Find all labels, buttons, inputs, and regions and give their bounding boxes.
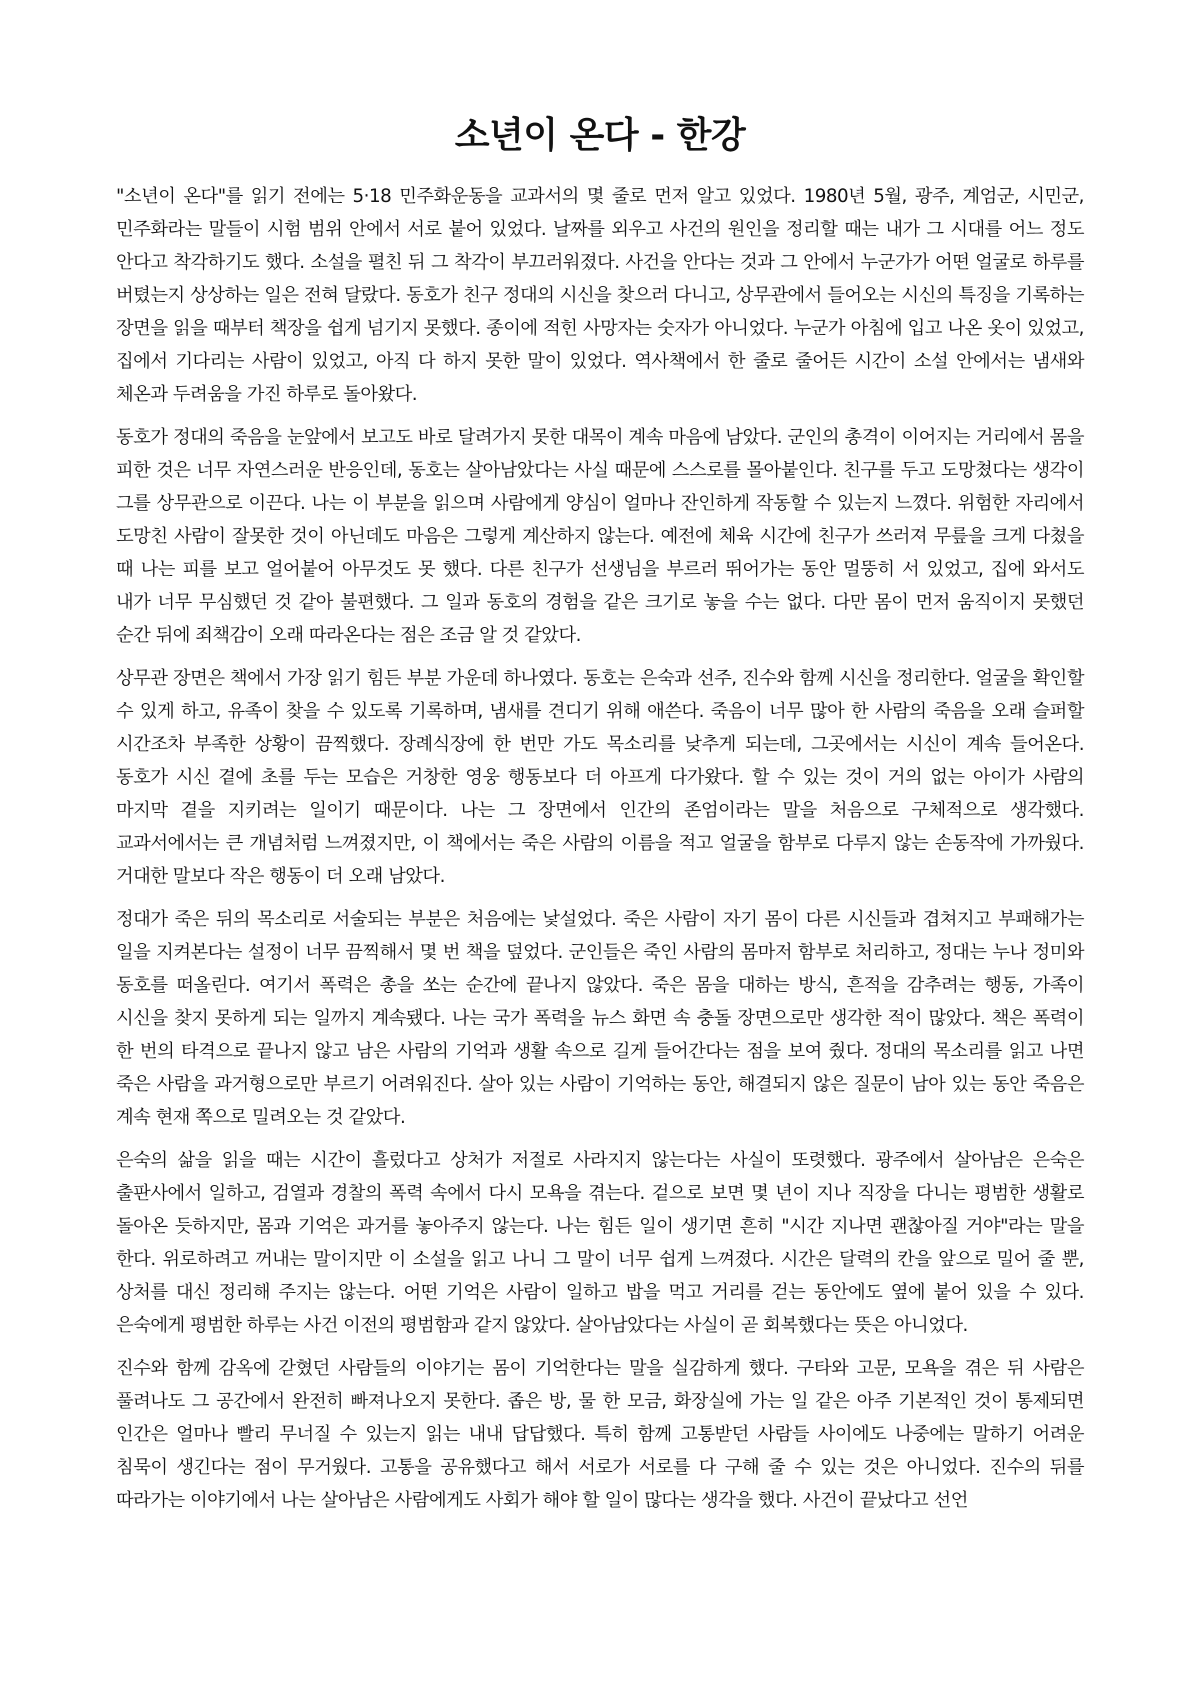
body-paragraph: 동호가 정대의 죽음을 눈앞에서 보고도 바로 달려가지 못한 대목이 계속 마음에 남았다. 군인의 총격이 이어지는 거리에서 몸을 피한 것은 너무 자연스러운 반응인데, 동호는 살아남았다는 사실 때문에 스스로를 몰아붙인다. 친구를 두고 도망쳤다는 생각이 그를 상무관으로 이끈다. 나는 이 부분을 읽으며 사람에게 양심이 얼마나 잔인하게 작동할 수 있는지 느꼈다. 위험한 자리에서 도망친 사람이 잘못한 것이 아닌데도 마음은 그렇게 계산하지 않는다. 예전에 체육 시간에 친구가 쓰러져 무릎을 크게 다쳤을 때 나는 피를 보고 얼어붙어 아무것도 못 했다. 다른 친구가 선생님을 부르러 뛰어가는 동안 멀뚱히 서 있었고, 집에 와서도 내가 너무 무심했던 것 같아 불편했다. 그 일과 동호의 경험을 같은 크기로 놓을 수는 없다. 다만 몸이 먼저 움직이지 못했던 순간 뒤에 죄책감이 오래 따라온다는 점은 조금 알 것 같았다. (116, 427, 1084, 646)
body-paragraph: "소년이 온다"를 읽기 전에는 5·18 민주화운동을 교과서의 몇 줄로 먼저 알고 있었다. 1980년 5월, 광주, 계엄군, 시민군, 민주화라는 말들이 시험 범위 안에서 서로 붙어 있었다. 날짜를 외우고 사건의 원인을 정리할 때는 내가 그 시대를 어느 정도 안다고 착각하기도 했다. 소설을 펼친 뒤 그 착각이 부끄러워졌다. 사건을 안다는 것과 그 안에서 누군가가 어떤 얼굴로 하루를 버텼는지 상상하는 일은 전혀 달랐다. 동호가 친구 정대의 시신을 찾으러 다니고, 상무관에서 들어오는 시신의 특징을 기록하는 장면을 읽을 때부터 책장을 쉽게 넘기지 못했다. 종이에 적힌 사망자는 숫자가 아니었다. 누군가 아침에 입고 나온 옷이 있었고, 집에서 기다리는 사람이 있었고, 아직 다 하지 못한 말이 있었다. 역사책에서 한 줄로 줄어든 시간이 소설 안에서는 냄새와 체온과 두려움을 가진 하루로 돌아왔다. (116, 186, 1084, 405)
body-paragraph: 진수와 함께 감옥에 갇혔던 사람들의 이야기는 몸이 기억한다는 말을 실감하게 했다. 구타와 고문, 모욕을 겪은 뒤 사람은 풀려나도 그 공간에서 완전히 빠져나오지 못한다. 좁은 방, 물 한 모금, 화장실에 가는 일 같은 아주 기본적인 것이 통제되면 인간은 얼마나 빨리 무너질 수 있는지 읽는 내내 답답했다. 특히 함께 고통받던 사람들 사이에도 나중에는 말하기 어려운 침묵이 생긴다는 점이 무거웠다. 고통을 공유했다고 해서 서로가 서로를 다 구해 줄 수 있는 것은 아니었다. 진수의 뒤를 따라가는 이야기에서 나는 살아남은 사람에게도 사회가 해야 할 일이 많다는 생각을 했다. 사건이 끝났다고 선언 (116, 1358, 1084, 1511)
body-paragraph: 상무관 장면은 책에서 가장 읽기 힘든 부분 가운데 하나였다. 동호는 은숙과 선주, 진수와 함께 시신을 정리한다. 얼굴을 확인할 수 있게 하고, 유족이 찾을 수 있도록 기록하며, 냄새를 견디기 위해 애쓴다. 죽음이 너무 많아 한 사람의 죽음을 오래 슬퍼할 시간조차 부족한 상황이 끔찍했다. 장례식장에 한 번만 가도 목소리를 낮추게 되는데, 그곳에서는 시신이 계속 들어온다. 동호가 시신 곁에 초를 두는 모습은 거창한 영웅 행동보다 더 아프게 다가왔다. 할 수 있는 것이 거의 없는 아이가 사람의 마지막 곁을 지키려는 일이기 때문이다. 나는 그 장면에서 인간의 존엄이라는 말을 처음으로 구체적으로 생각했다. 교과서에서는 큰 개념처럼 느껴졌지만, 이 책에서는 죽은 사람의 이름을 적고 얼굴을 함부로 다루지 않는 손동작에 가까웠다. 거대한 말보다 작은 행동이 더 오래 남았다. (116, 668, 1084, 887)
document-body (116, 180, 1084, 1517)
document-title: 소년이 온다 - 한강 (454, 115, 746, 156)
body-paragraph: 은숙의 삶을 읽을 때는 시간이 흘렀다고 상처가 저절로 사라지지 않는다는 사실이 또렷했다. 광주에서 살아남은 은숙은 출판사에서 일하고, 검열과 경찰의 폭력 속에서 다시 모욕을 겪는다. 겉으로 보면 몇 년이 지나 직장을 다니는 평범한 생활로 돌아온 듯하지만, 몸과 기억은 과거를 놓아주지 않는다. 나는 힘든 일이 생기면 흔히 "시간 지나면 괜찮아질 거야"라는 말을 한다. 위로하려고 꺼내는 말이지만 이 소설을 읽고 나니 그 말이 너무 쉽게 느껴졌다. 시간은 달력의 칸을 앞으로 밀어 줄 뿐, 상처를 대신 정리해 주지는 않는다. 어떤 기억은 사람이 일하고 밥을 먹고 거리를 걷는 동안에도 옆에 붙어 있을 수 있다. 은숙에게 평범한 하루는 사건 이전의 평범함과 같지 않았다. 살아남았다는 사실이 곧 회복했다는 뜻은 아니었다. (116, 1150, 1084, 1336)
document-page (116, 108, 1084, 1527)
body-paragraph: 정대가 죽은 뒤의 목소리로 서술되는 부분은 처음에는 낯설었다. 죽은 사람이 자기 몸이 다른 시신들과 겹쳐지고 부패해가는 일을 지켜본다는 설정이 너무 끔찍해서 몇 번 책을 덮었다. 군인들은 죽인 사람의 몸마저 함부로 처리하고, 정대는 누나 정미와 동호를 떠올린다. 여기서 폭력은 총을 쏘는 순간에 끝나지 않았다. 죽은 몸을 대하는 방식, 흔적을 감추려는 행동, 가족이 시신을 찾지 못하게 되는 일까지 계속됐다. 나는 국가 폭력을 뉴스 화면 속 충돌 장면으로만 생각한 적이 많았다. 책은 폭력이 한 번의 타격으로 끝나지 않고 남은 사람의 기억과 생활 속으로 길게 들어간다는 점을 보여 줬다. 정대의 목소리를 읽고 나면 죽은 사람을 과거형으로만 부르기 어려워진다. 살아 있는 사람이 기억하는 동안, 해결되지 않은 질문이 남아 있는 동안 죽음은 계속 현재 쪽으로 밀려오는 것 같았다. (116, 909, 1084, 1128)
